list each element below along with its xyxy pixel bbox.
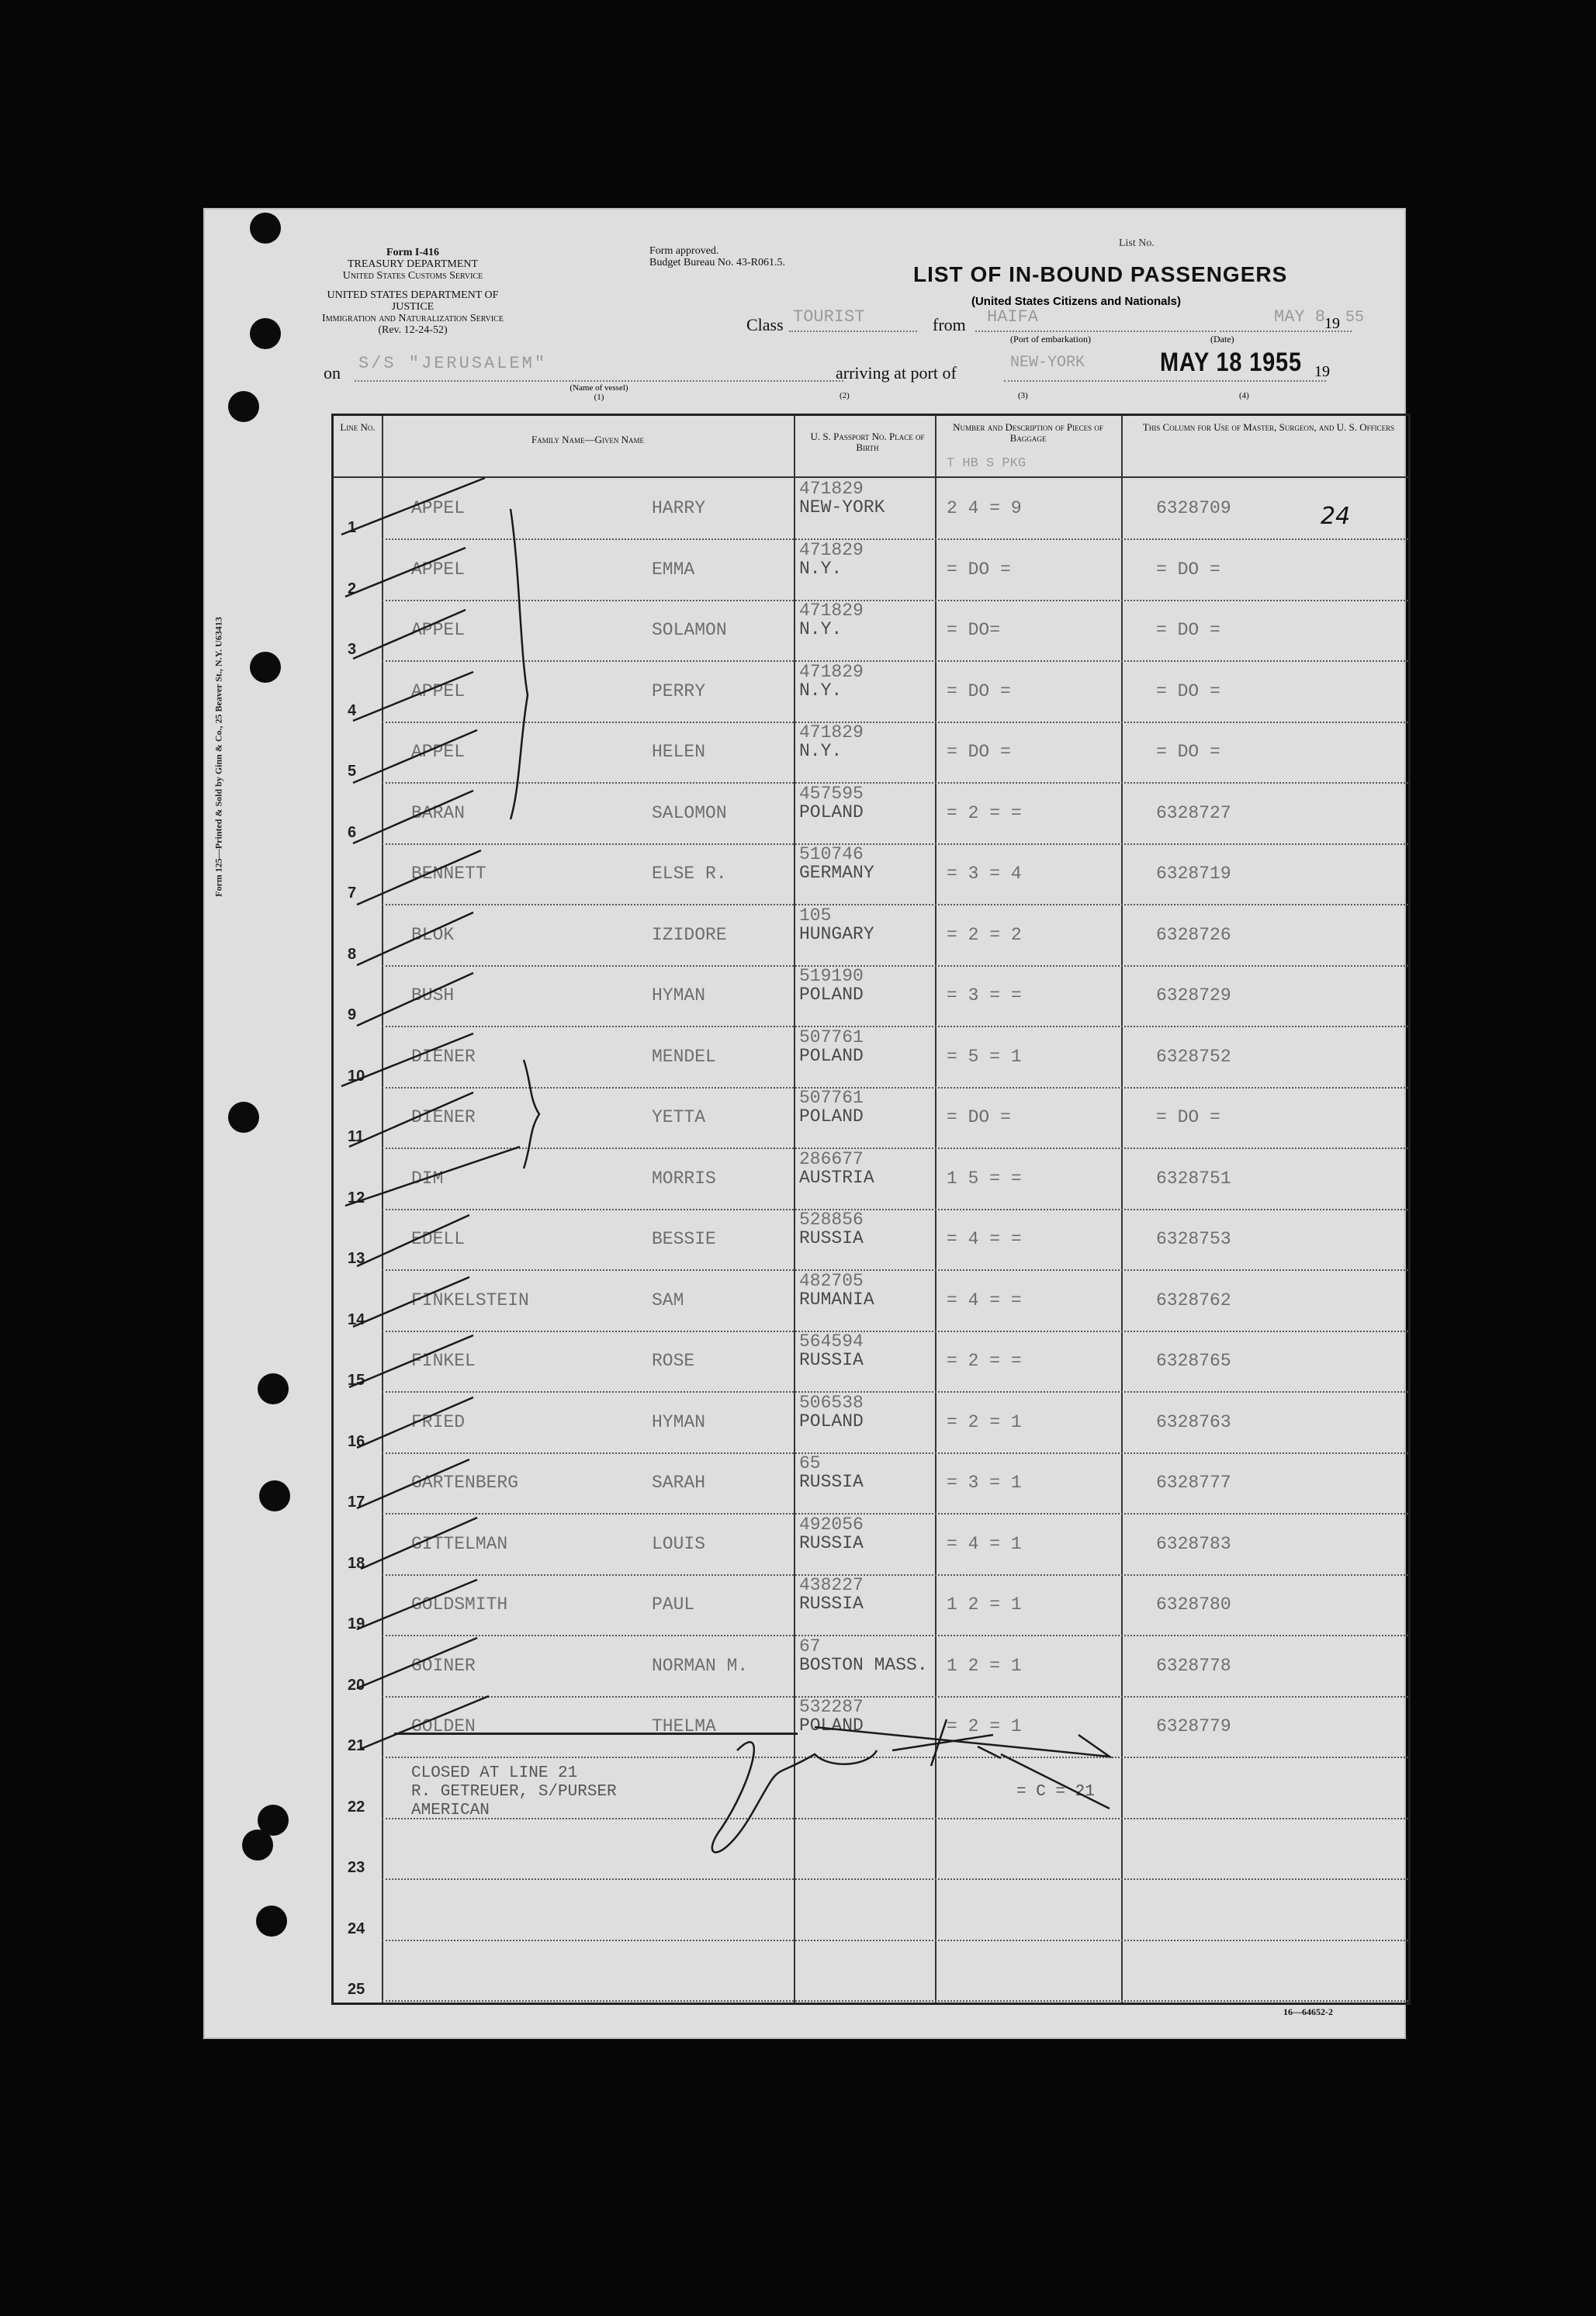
family-name: BLOK — [411, 924, 455, 945]
given-name: HELEN — [652, 742, 706, 762]
passport-number: 471829 — [799, 539, 864, 560]
family-name: EDELL — [411, 1229, 466, 1249]
dept-treasury-sub: United States Customs Service — [342, 270, 483, 282]
passport-number: 507761 — [799, 1088, 864, 1108]
family-name: FINKELSTEIN — [411, 1290, 529, 1310]
closing-line-3: AMERICAN — [411, 1802, 490, 1819]
family-name: GOLDEN — [411, 1716, 476, 1736]
col-name: Family Name—Given Name — [531, 434, 644, 445]
family-name: BARAN — [411, 802, 466, 823]
line-number: 24 — [348, 1920, 365, 1937]
family-name: APPEL — [411, 620, 466, 640]
passport-number: 564594 — [799, 1331, 864, 1352]
officer-number: 6328778 — [1156, 1655, 1231, 1676]
form-revision: (Rev. 12-24-52) — [378, 324, 448, 336]
check-mark — [353, 672, 473, 721]
line-number: 16 — [348, 1432, 365, 1450]
officer-number: 6328765 — [1156, 1351, 1231, 1371]
line-number: 9 — [348, 1006, 357, 1023]
line-number: 8 — [348, 945, 357, 963]
given-name: ELSE R. — [652, 864, 727, 884]
baggage-count: = 3 = 1 — [947, 1473, 1022, 1493]
place-of-birth: GERMANY — [799, 863, 874, 883]
given-name: SARAH — [652, 1473, 706, 1493]
line-number: 20 — [348, 1676, 365, 1694]
given-name: BESSIE — [652, 1229, 716, 1249]
arrival-date-stamp: MAY 18 1955 — [1160, 348, 1302, 377]
passport-number: 471829 — [799, 661, 864, 682]
officer-number: 6328719 — [1156, 864, 1231, 884]
passport-number: 471829 — [799, 722, 864, 743]
check-mark — [353, 730, 477, 783]
closing-line-2: R. GETREUER, S/PURSER — [411, 1783, 617, 1801]
place-of-birth: POLAND — [799, 1411, 864, 1431]
check-mark — [357, 973, 473, 1026]
baggage-count: = DO= — [947, 620, 1001, 640]
arriving-label: arriving at port of — [836, 363, 957, 383]
dept-justice: UNITED STATES DEPARTMENT OF JUSTICE — [327, 289, 499, 313]
officer-number: 6328726 — [1156, 924, 1231, 945]
check-mark — [357, 1215, 469, 1266]
passport-number: 532287 — [799, 1697, 864, 1717]
signature — [712, 1742, 877, 1852]
check-mark — [357, 850, 481, 905]
baggage-count: 1 5 = = — [947, 1168, 1022, 1189]
baggage-count: = 2 = = — [947, 802, 1022, 823]
family-bracket — [511, 509, 528, 819]
col-line-no: Line No. — [340, 421, 376, 433]
line-number: 6 — [348, 823, 357, 841]
place-of-birth: N.Y. — [799, 619, 843, 639]
line-number: 18 — [348, 1554, 365, 1572]
line-number: 10 — [348, 1067, 365, 1085]
passenger-table — [331, 414, 1411, 2005]
family-name: DIENER — [411, 1046, 476, 1067]
given-name: MENDEL — [652, 1046, 716, 1067]
check-mark — [361, 1696, 489, 1749]
col-officers: This Column for Use of Master, Surgeon, and U. S. Officers — [1142, 421, 1395, 433]
arrival-port: NEW-YORK — [1010, 354, 1085, 372]
year-prefix: 19 — [1324, 315, 1340, 332]
officer-number: 6328727 — [1156, 802, 1231, 823]
from-label: from — [933, 315, 966, 334]
passport-number: 286677 — [799, 1148, 864, 1169]
printer-side-note: Form 125—Printed & Sold by Ginn & Co., 25 Beaver St., N.Y. U63413 — [213, 617, 224, 897]
place-of-birth: POLAND — [799, 1045, 864, 1066]
place-of-birth: POLAND — [799, 985, 864, 1005]
year-suffix: 55 — [1345, 309, 1365, 327]
col-baggage-sub: T HB S PKG — [947, 456, 1026, 471]
line-number: 15 — [348, 1372, 365, 1389]
page-number-handwritten: 24 — [1321, 503, 1351, 530]
officer-number: 6328777 — [1156, 1473, 1231, 1493]
check-mark — [357, 1580, 477, 1629]
line-number: 3 — [348, 641, 357, 658]
passport-number: 105 — [799, 905, 832, 926]
punch-hole — [250, 652, 281, 683]
footer-code: 16—64652-2 — [1283, 2006, 1333, 2017]
given-name: YETTA — [652, 1107, 706, 1127]
officer-number: 6328762 — [1156, 1290, 1231, 1310]
line-number: 11 — [348, 1128, 365, 1145]
family-name: GARTENBERG — [411, 1473, 519, 1493]
family-name: GITTELMAN — [411, 1533, 508, 1554]
officer-number: = DO = — [1156, 680, 1220, 701]
class-value: TOURIST — [793, 307, 865, 327]
baggage-count: = DO = — [947, 1107, 1011, 1127]
check-mark — [353, 1277, 469, 1327]
line-number: 23 — [348, 1859, 365, 1876]
caption-2: (2) — [840, 391, 850, 400]
caption-1: (1) — [594, 393, 604, 402]
check-mark — [353, 610, 466, 659]
line-number: 1 — [348, 519, 357, 536]
line-number: 12 — [348, 1189, 365, 1206]
place-of-birth: RUMANIA — [799, 1289, 874, 1310]
punch-hole — [228, 391, 259, 422]
officer-number: 6328779 — [1156, 1716, 1231, 1736]
col-passport: U. S. Passport No. Place of Birth — [810, 431, 925, 453]
family-name: BUSH — [411, 985, 455, 1006]
given-name: THELMA — [652, 1716, 716, 1736]
family-name: DIENER — [411, 1107, 476, 1127]
officer-number: = DO = — [1156, 742, 1220, 762]
given-name: PERRY — [652, 680, 706, 701]
line-number: 13 — [348, 1250, 365, 1267]
form-subtitle: (United States Citizens and Nationals) — [971, 295, 1182, 308]
officer-number: 6328709 — [1156, 498, 1231, 518]
passport-number: 457595 — [799, 783, 864, 804]
passport-number: 519190 — [799, 966, 864, 986]
check-mark — [361, 1518, 477, 1569]
punch-hole — [242, 1830, 273, 1861]
given-name: HYMAN — [652, 985, 706, 1006]
officer-number: 6328780 — [1156, 1594, 1231, 1615]
family-name: FINKEL — [411, 1351, 476, 1371]
punch-hole — [250, 213, 281, 244]
place-of-birth: RUSSIA — [799, 1532, 864, 1553]
dept-treasury: TREASURY DEPARTMENT — [347, 258, 479, 270]
line-number: 17 — [348, 1494, 365, 1511]
officer-number: 6328729 — [1156, 985, 1231, 1006]
passport-number: 65 — [799, 1453, 821, 1473]
passport-number: 528856 — [799, 1210, 864, 1230]
check-mark — [341, 478, 485, 535]
officer-number: = DO = — [1156, 559, 1220, 580]
baggage-count: 1 2 = 1 — [947, 1655, 1022, 1676]
handwritten-marks — [334, 416, 1408, 2003]
check-mark — [345, 1147, 520, 1206]
baggage-count: = DO = — [947, 742, 1011, 762]
line-number: 2 — [348, 580, 357, 597]
embarkation-date: MAY 8 — [1274, 307, 1326, 327]
place-of-birth: RUSSIA — [799, 1350, 864, 1370]
punch-hole — [259, 1480, 290, 1511]
baggage-count: = 2 = 1 — [947, 1411, 1022, 1432]
passport-number: 492056 — [799, 1514, 864, 1535]
check-mark — [345, 548, 466, 597]
baggage-count: = 3 = = — [947, 985, 1022, 1006]
passport-number: 67 — [799, 1636, 821, 1657]
place-of-birth: N.Y. — [799, 558, 843, 579]
passport-number: 471829 — [799, 479, 864, 499]
check-mark — [353, 791, 473, 843]
baggage-count: = 3 = 4 — [947, 864, 1022, 884]
punch-hole — [258, 1373, 289, 1404]
family-name: GOINER — [411, 1655, 476, 1676]
given-name: ROSE — [652, 1351, 695, 1371]
baggage-count: = 4 = 1 — [947, 1533, 1022, 1554]
passport-number: 506538 — [799, 1392, 864, 1413]
place-of-birth: AUSTRIA — [799, 1167, 874, 1188]
given-name: HARRY — [652, 498, 706, 518]
place-of-birth: POLAND — [799, 1715, 864, 1736]
officer-number: = DO = — [1156, 1107, 1220, 1127]
officer-number: 6328783 — [1156, 1533, 1231, 1554]
punch-hole — [250, 318, 281, 349]
officer-number: = DO = — [1156, 620, 1220, 640]
baggage-count: = 2 = = — [947, 1351, 1022, 1371]
family-name: APPEL — [411, 680, 466, 701]
baggage-count: = 4 = = — [947, 1229, 1022, 1249]
line-number: 14 — [348, 1310, 365, 1328]
family-name: GOLDSMITH — [411, 1594, 508, 1615]
family-name: FRIED — [411, 1411, 466, 1432]
check-mark — [357, 1638, 477, 1688]
place-of-birth: POLAND — [799, 1106, 864, 1127]
arrival-year-prefix: 19 — [1314, 363, 1330, 380]
given-name: SALOMON — [652, 802, 727, 823]
budget-bureau: Budget Bureau No. 43-R061.5. — [649, 257, 785, 268]
family-bracket — [524, 1060, 539, 1168]
family-name: DIM — [411, 1168, 444, 1189]
form-approval: Form approved. — [649, 245, 719, 257]
caption-3: (3) — [1018, 391, 1028, 400]
place-of-birth: RUSSIA — [799, 1594, 864, 1614]
place-of-birth: BOSTON MASS. — [799, 1654, 928, 1675]
officer-number: 6328751 — [1156, 1168, 1231, 1189]
passport-number: 507761 — [799, 1026, 864, 1047]
class-label: Class — [746, 315, 784, 334]
port-caption: (Port of embarkation) — [1010, 334, 1091, 344]
place-of-birth: RUSSIA — [799, 1228, 864, 1248]
punch-hole — [256, 1906, 287, 1937]
baggage-count: = 2 = 1 — [947, 1716, 1022, 1736]
given-name: SAM — [652, 1290, 684, 1310]
place-of-birth: HUNGARY — [799, 923, 874, 944]
place-of-birth: N.Y. — [799, 741, 843, 761]
passenger-manifest-page — [203, 208, 1406, 2039]
check-mark — [349, 1092, 473, 1147]
passport-number: 482705 — [799, 1270, 864, 1291]
line-number: 25 — [348, 1981, 365, 1998]
closing-line-1: CLOSED AT LINE 21 — [411, 1764, 578, 1782]
passport-number: 438227 — [799, 1575, 864, 1595]
baggage-count: = DO = — [947, 680, 1011, 701]
family-name: APPEL — [411, 559, 466, 580]
given-name: HYMAN — [652, 1411, 706, 1432]
family-name: BENNETT — [411, 864, 486, 884]
given-name: IZIDORE — [652, 924, 727, 945]
given-name: NORMAN M. — [652, 1655, 749, 1676]
line-number: 4 — [348, 701, 357, 719]
list-number-label: List No. — [1119, 237, 1155, 249]
check-mark — [357, 1459, 469, 1508]
vessel-caption: (Name of vessel) — [570, 383, 628, 393]
passport-number: 471829 — [799, 601, 864, 621]
dept-justice-sub: Immigration and Naturalization Service — [322, 313, 504, 324]
family-name: APPEL — [411, 498, 466, 518]
date-caption: (Date) — [1210, 334, 1234, 344]
family-name: APPEL — [411, 742, 466, 762]
place-of-birth: RUSSIA — [799, 1472, 864, 1492]
line-number: 21 — [348, 1737, 365, 1754]
embarkation-port: HAIFA — [987, 307, 1039, 327]
line-number: 7 — [348, 885, 357, 902]
line-number: 5 — [348, 763, 357, 780]
officer-number: 6328753 — [1156, 1229, 1231, 1249]
baggage-count: = 4 = = — [947, 1290, 1022, 1310]
col-baggage: Number and Description of Pieces of Baggage — [953, 421, 1103, 444]
officer-number: 6328752 — [1156, 1046, 1231, 1067]
on-label: on — [324, 363, 341, 383]
signature — [892, 1719, 1001, 1766]
baggage-count: = 5 = 1 — [947, 1046, 1022, 1067]
line-number: 22 — [348, 1798, 365, 1816]
line-number: 19 — [348, 1615, 365, 1632]
punch-hole — [228, 1102, 259, 1133]
check-mark — [349, 1335, 473, 1387]
vessel-name: S/S "JERUSALEM" — [358, 354, 548, 373]
baggage-count: = 2 = 2 — [947, 924, 1022, 945]
closing-total: = C = 21 — [1016, 1783, 1095, 1801]
passport-number: 510746 — [799, 844, 864, 864]
baggage-count: 1 2 = 1 — [947, 1594, 1022, 1615]
officer-number: 6328763 — [1156, 1411, 1231, 1432]
form-number: Form I-416 — [386, 247, 440, 258]
check-mark — [357, 912, 473, 965]
given-name: SOLAMON — [652, 620, 727, 640]
given-name: MORRIS — [652, 1168, 716, 1189]
place-of-birth: NEW-YORK — [799, 497, 885, 518]
given-name: LOUIS — [652, 1533, 706, 1554]
baggage-count: = DO = — [947, 559, 1011, 580]
check-mark — [341, 1033, 473, 1086]
baggage-count: 2 4 = 9 — [947, 498, 1022, 518]
given-name: PAUL — [652, 1594, 695, 1615]
place-of-birth: POLAND — [799, 801, 864, 822]
place-of-birth: N.Y. — [799, 680, 843, 701]
form-title: LIST OF IN-BOUND PASSENGERS — [913, 262, 1288, 286]
check-mark — [357, 1397, 473, 1448]
given-name: EMMA — [652, 559, 695, 580]
caption-4: (4) — [1239, 391, 1249, 400]
